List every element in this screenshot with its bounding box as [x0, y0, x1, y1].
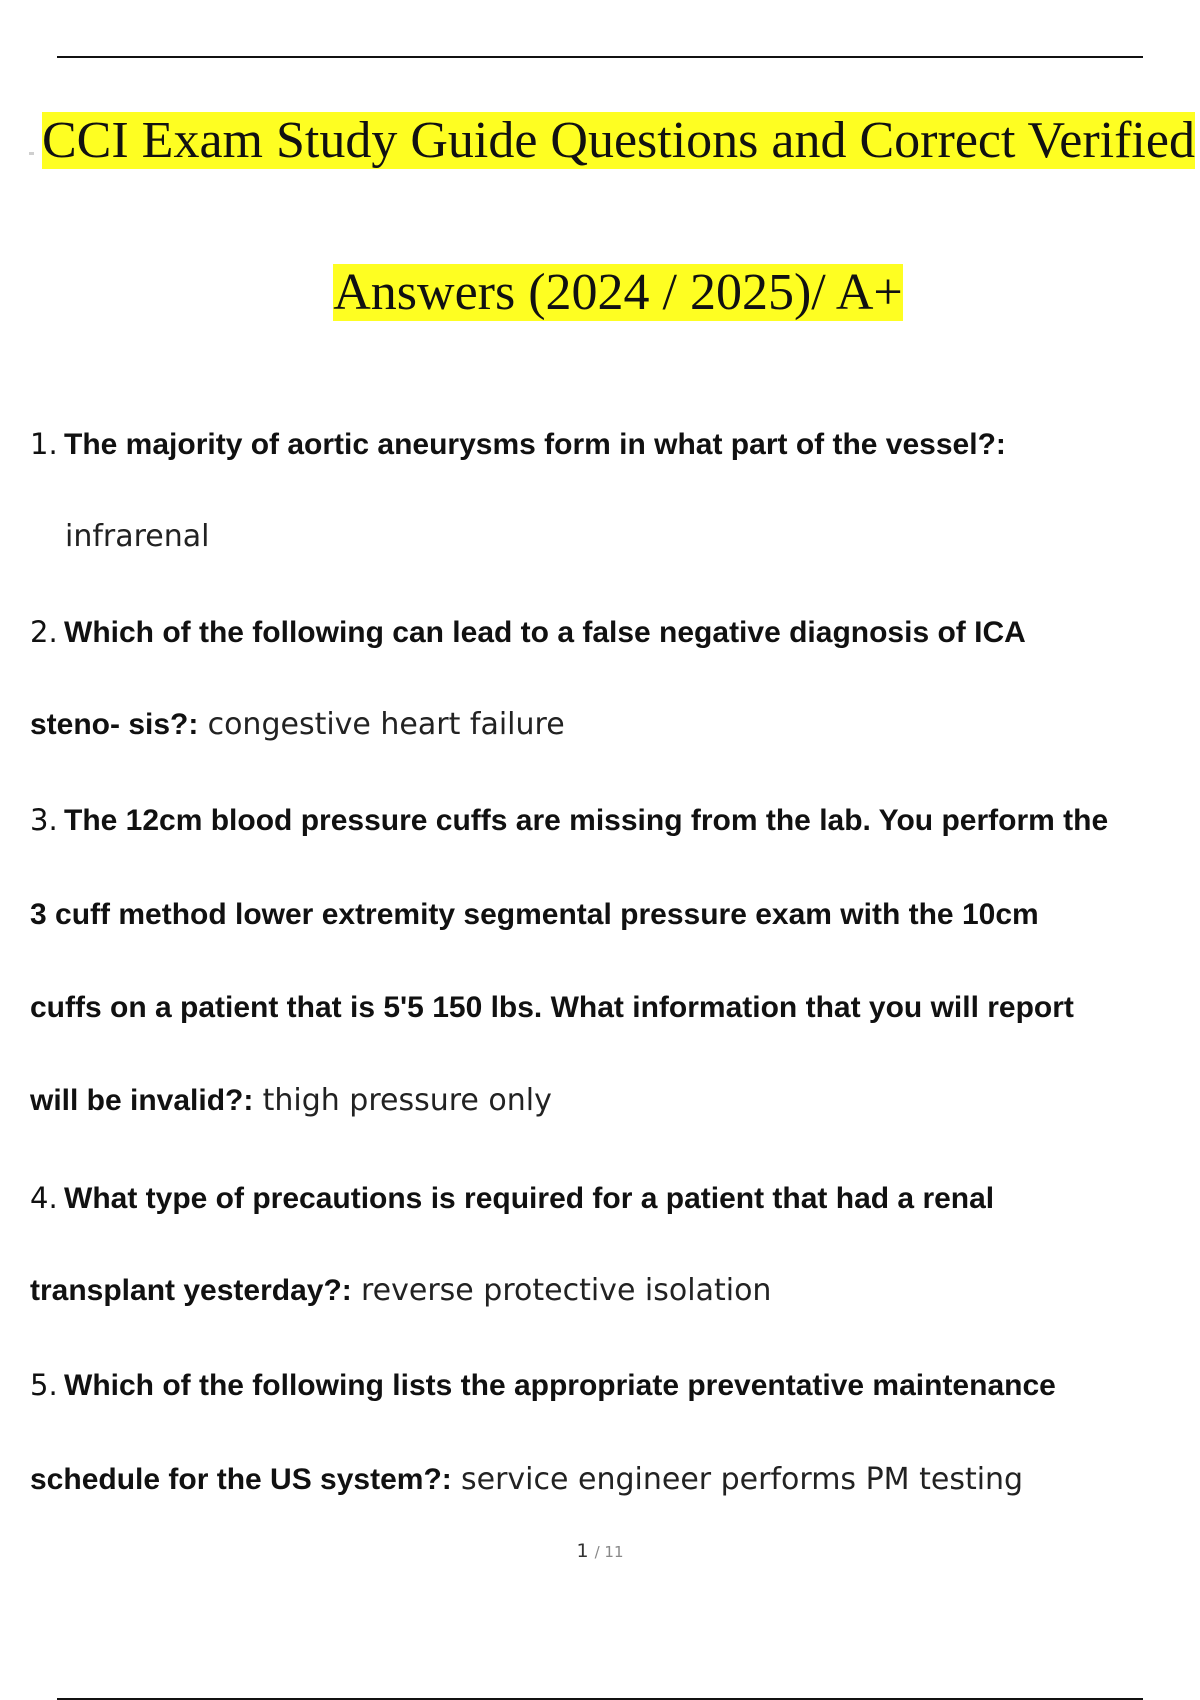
- question-number: 4.: [30, 1181, 58, 1215]
- current-page: 1: [576, 1540, 589, 1562]
- question-number: 3.: [30, 803, 58, 837]
- question-1: [30, 424, 1180, 465]
- question-text: 3 cuff method lower extremity segmental pressure exam with the 10cm: [30, 898, 1039, 931]
- question-text: transplant yesterday?:: [30, 1274, 352, 1307]
- stray-mark: [29, 152, 34, 155]
- title-highlight: CCI Exam Study Guide Questions and Correct Verified: [42, 112, 1195, 169]
- answer-text: congestive heart failure: [207, 707, 565, 742]
- question-text: The 12cm blood pressure cuffs are missing from the lab. You perform the: [64, 804, 1109, 837]
- answer-text: infrarenal: [65, 519, 210, 554]
- total-pages: / 11: [594, 1543, 624, 1561]
- question-2-line-2: [30, 704, 1180, 745]
- question-3-line-4: [30, 1080, 1180, 1121]
- question-text: The majority of aortic aneurysms form in what part of the vessel?:: [64, 428, 1006, 461]
- question-text: steno- sis?:: [30, 708, 199, 741]
- question-number: 1.: [30, 427, 58, 461]
- question-text: Which of the following can lead to a false negative diagnosis of ICA: [64, 616, 1026, 649]
- question-text: Which of the following lists the appropriate preventative maintenance: [64, 1369, 1056, 1402]
- answer-text: service engineer performs PM testing: [461, 1462, 1024, 1497]
- question-2: [30, 612, 1180, 653]
- question-3-line-3: [30, 987, 1180, 1028]
- question-3: [30, 800, 1180, 841]
- question-text: schedule for the US system?:: [30, 1463, 452, 1496]
- question-text: will be invalid?:: [30, 1084, 254, 1117]
- document-title-line-2: [18, 262, 1200, 324]
- answer-1: [65, 516, 1200, 557]
- question-number: 5.: [30, 1368, 58, 1402]
- top-rule: [57, 56, 1143, 58]
- question-3-line-2: [30, 894, 1180, 935]
- question-4-line-2: [30, 1270, 1180, 1311]
- question-text: What type of precautions is required for a patient that had a renal: [64, 1182, 995, 1215]
- title-highlight: Answers (2024 / 2025)/ A+: [333, 264, 903, 321]
- question-4: [30, 1178, 1180, 1219]
- page-indicator: [0, 1540, 1200, 1562]
- question-5-line-2: [30, 1459, 1180, 1500]
- answer-text: thigh pressure only: [262, 1083, 552, 1118]
- document-title-line-1: [42, 110, 1200, 172]
- answer-text: reverse protective isolation: [361, 1273, 772, 1308]
- question-number: 2.: [30, 615, 58, 649]
- question-5: [30, 1365, 1180, 1406]
- question-text: cuffs on a patient that is 5'5 150 lbs. What information that you will report: [30, 991, 1074, 1024]
